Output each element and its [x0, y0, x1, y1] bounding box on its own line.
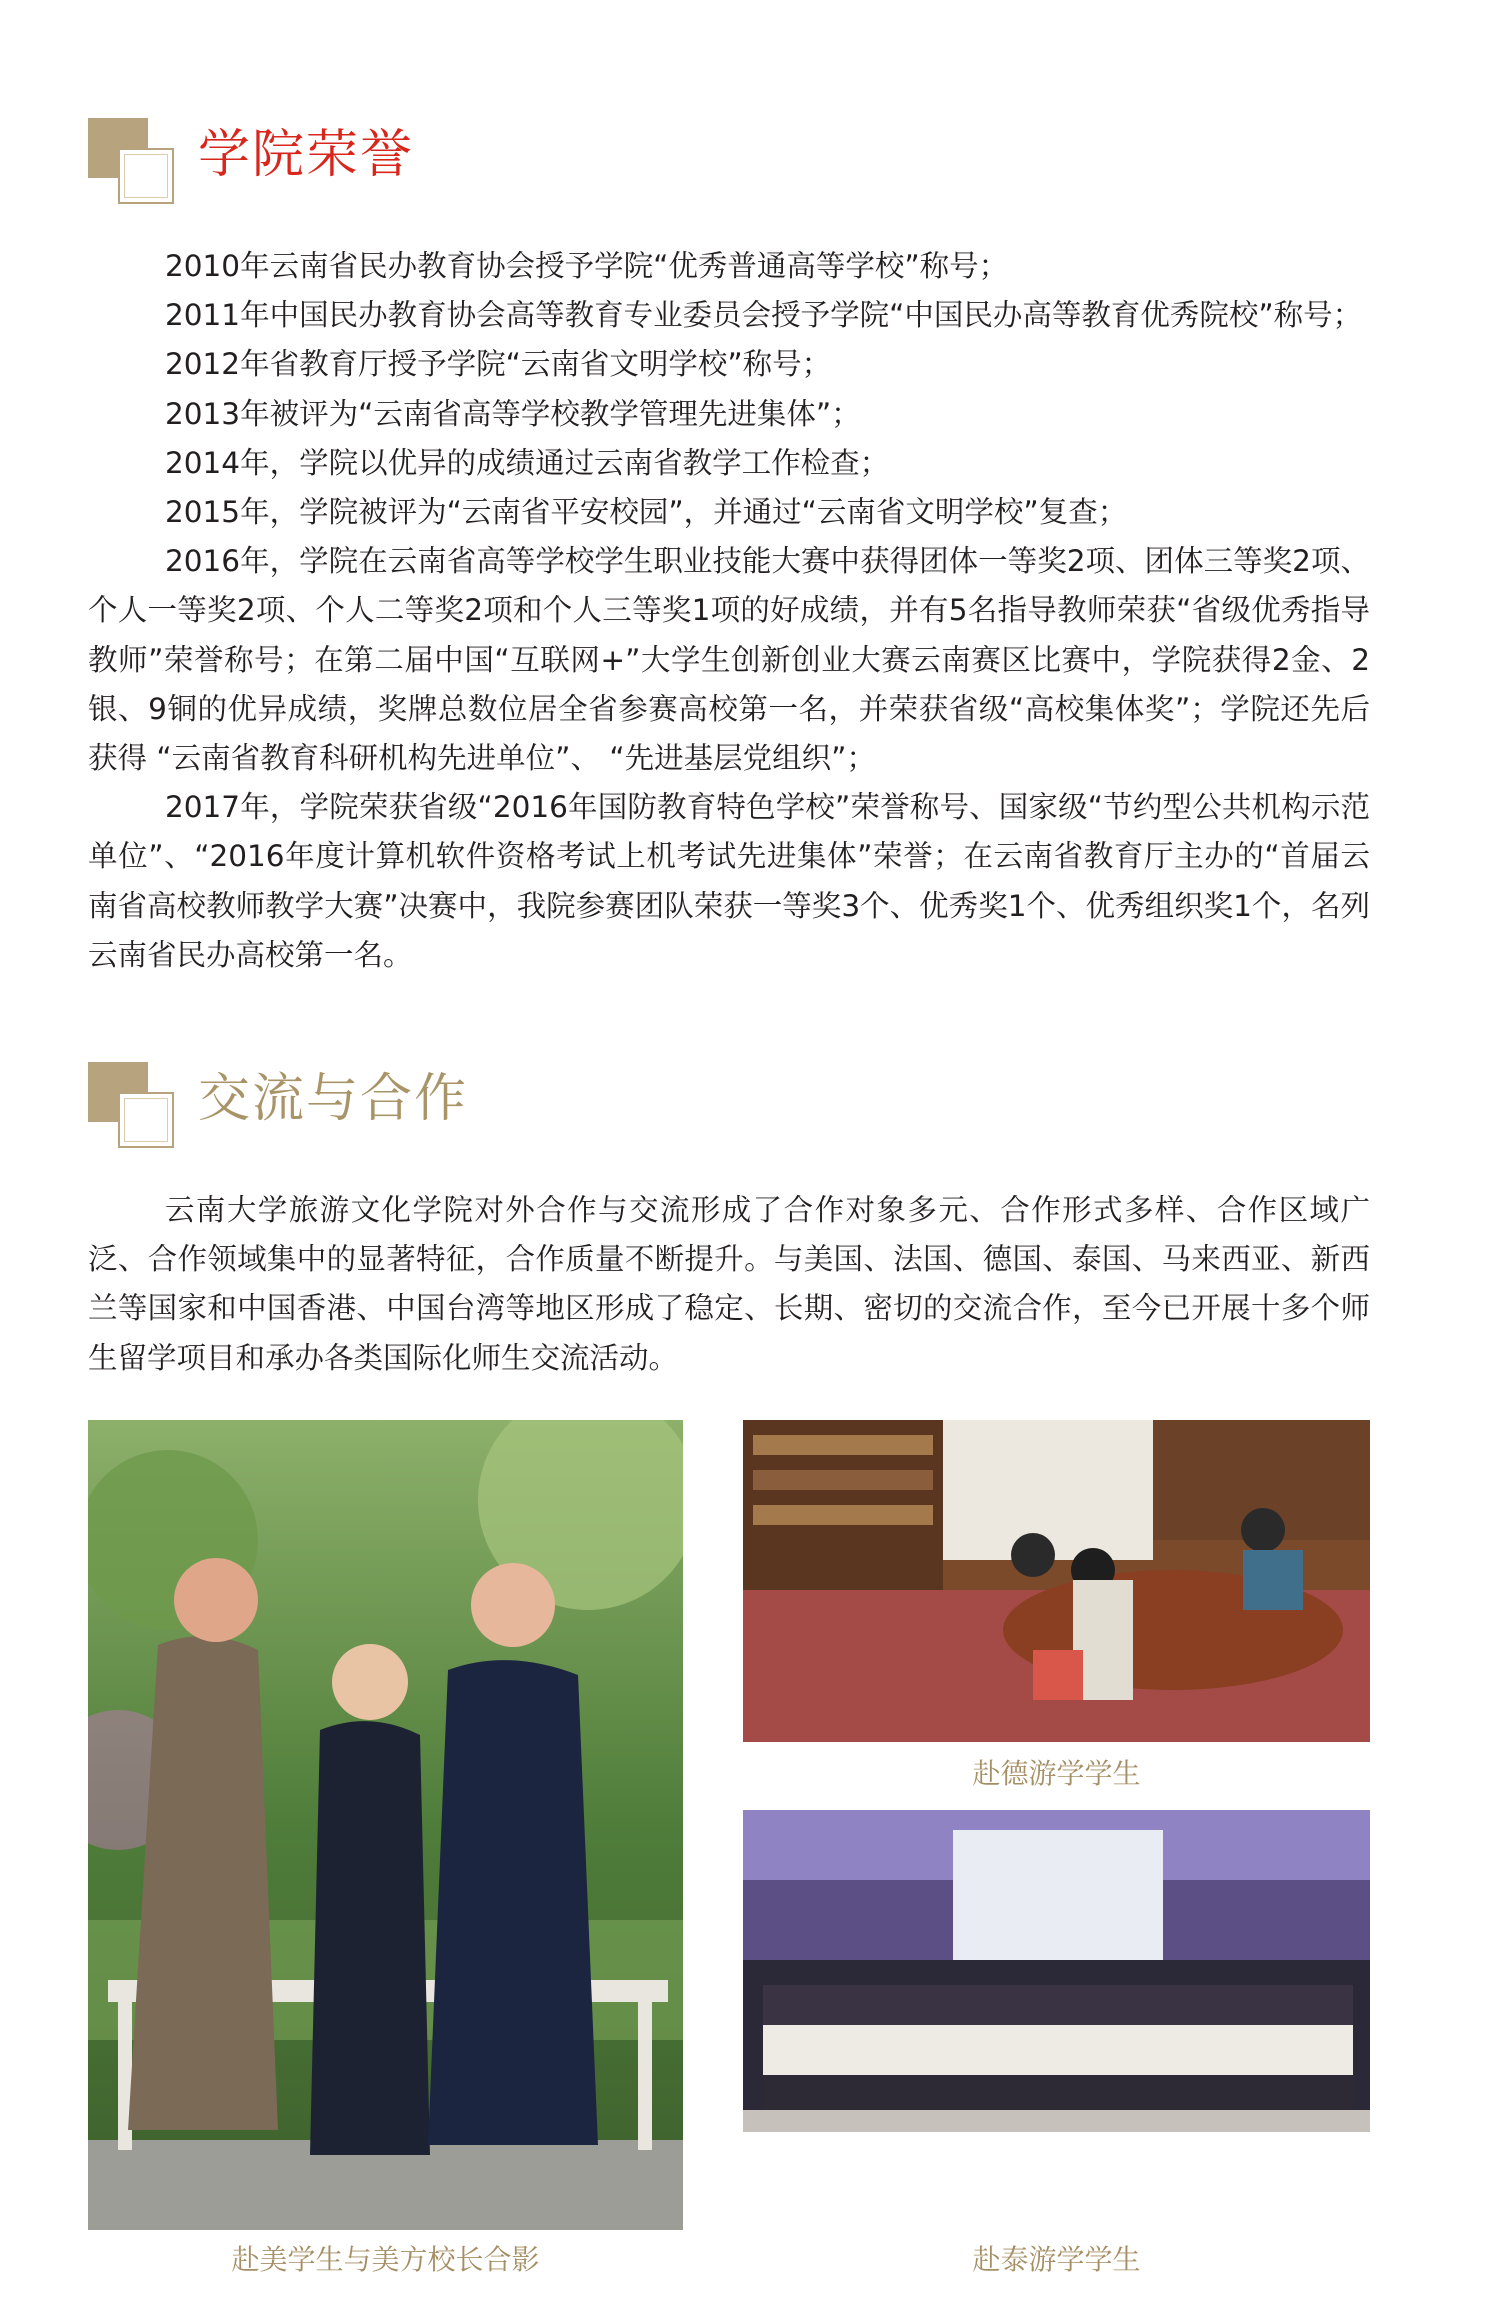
honors-paragraph: 2017年，学院荣获省级“2016年国防教育特色学校”荣誉称号、国家级“节约型公共机构示范单位”、“2016年度计算机软件资格考试上机考试先进集体”荣誉；在云南省教育厅主办的“首届云南省高校教师教学大赛”决赛中，我院参赛团队荣获一等奖3个、优秀奖1个、优秀组织奖1个，名列云南省民办高校第一名。: [88, 790, 1370, 972]
honors-title: 学院荣誉: [198, 125, 415, 185]
exchange-header: [88, 1062, 788, 1162]
honors-text: [88, 242, 1370, 980]
exchange-text: [88, 1186, 1370, 1383]
section-square-outline: [118, 1092, 174, 1148]
honors-paragraph: 2010年云南省民办教育协会授予学院“优秀普通高等学校”称号；: [165, 249, 1009, 283]
exchange-paragraph: 云南大学旅游文化学院对外合作与交流形成了合作对象多元、合作形式多样、合作区域广泛、合作领域集中的显著特征，合作质量不断提升。与美国、法国、德国、泰国、马来西亚、新西兰等国家和中国香港、中国台湾等地区形成了稳定、长期、密切的交流合作，至今已开展十多个师生留学项目和承办各类国际化师生交流活动。: [88, 1193, 1370, 1375]
honors-paragraph: 2016年，学院在云南省高等学校学生职业技能大赛中获得团体一等奖2项、团体三等奖2项、个人一等奖2项、个人二等奖2项和个人三等奖1项的好成绩，并有5名指导教师荣获“省级优秀指导教师”荣誉称号；在第二届中国“互联网+”大学生创新创业大赛云南赛区比赛中，学院获得2金、2银、9铜的优异成绩，奖牌总数位居全省参赛高校第一名，并荣获省级“高校集体奖”；学院还先后获得 “云南省教育科研机构先进单位”、 “先进基层党组织”；: [88, 544, 1370, 776]
usa-group-photo: [88, 1420, 683, 2230]
honors-paragraph: 2015年，学院被评为“云南省平安校园”，并通过“云南省文明学校”复查；: [165, 495, 1128, 530]
thailand-study-photo: [743, 1810, 1370, 2132]
usa-photo-caption: 赴美学生与美方校长合影: [231, 2243, 540, 2276]
honors-paragraph: 2013年被评为“云南省高等学校教学管理先进集体”；: [165, 396, 861, 431]
honors-header: [88, 118, 788, 218]
germany-study-photo: [743, 1420, 1370, 1742]
honors-paragraph: 2014年，学院以优异的成绩通过云南省教学工作检查；: [165, 445, 890, 480]
thailand-photo-caption: 赴泰游学学生: [972, 2243, 1141, 2276]
honors-paragraph: 2012年省教育厅授予学院“云南省文明学校”称号；: [165, 347, 832, 382]
exchange-title: 交流与合作: [198, 1069, 469, 1129]
honors-paragraph: 2011年中国民办教育协会高等教育专业委员会授予学院“中国民办高等教育优秀院校”称号；: [165, 298, 1363, 333]
section-square-outline: [118, 148, 174, 204]
germany-photo-caption: 赴德游学学生: [972, 1757, 1141, 1790]
